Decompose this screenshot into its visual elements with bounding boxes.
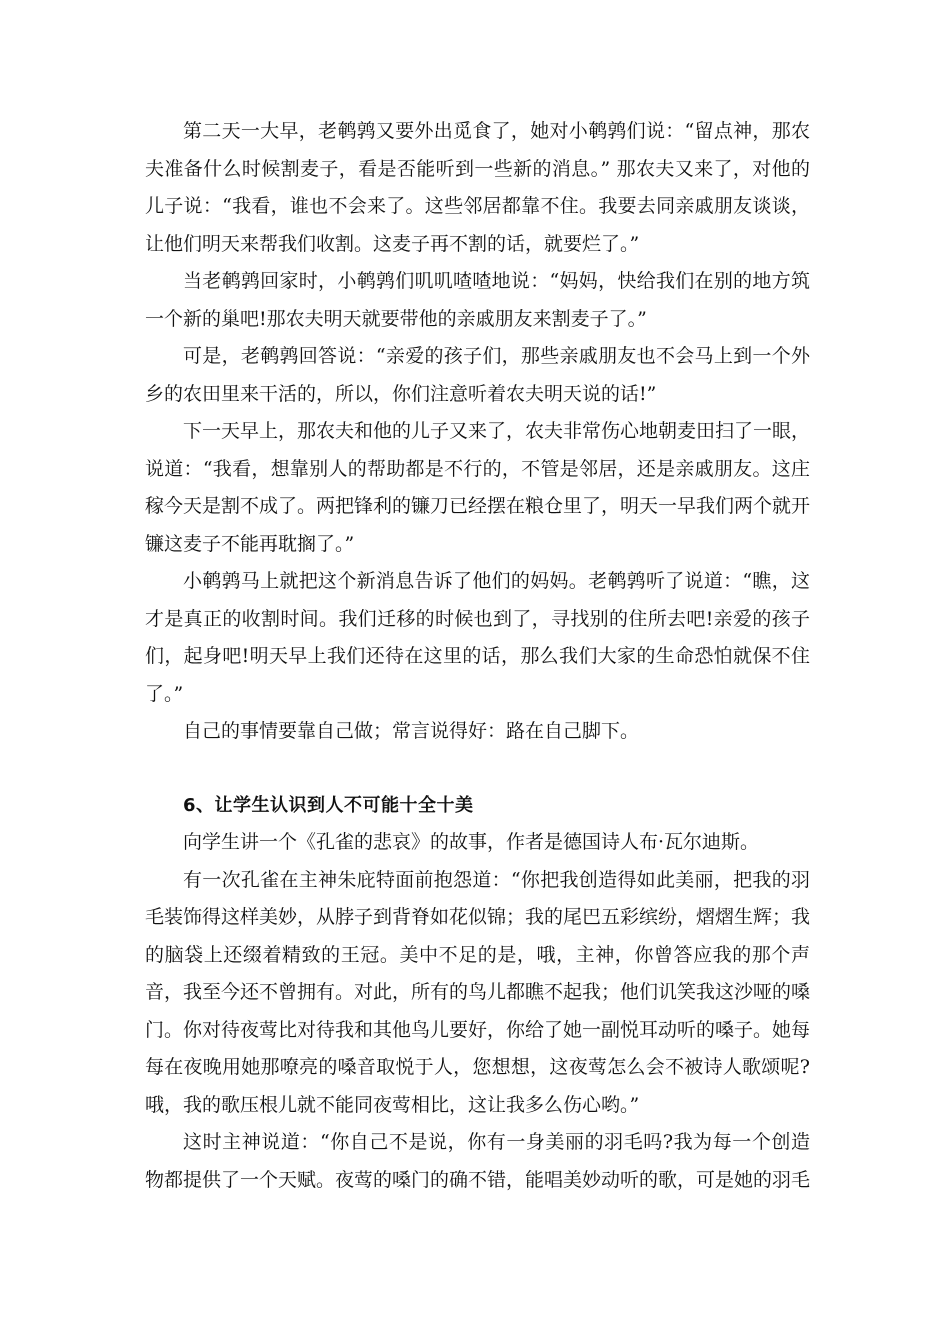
- paragraph-quail-morning: 第二天一大早，老鹌鹑又要外出觅食了，她对小鹌鹑们说：“留点神，那农夫准备什么时候割麦子，看是否能听到一些新的消息。” 那农夫又来了，对他的儿子说：“我看，谁也不会来了。这些邻居都靠不住。我要去同亲戚朋友谈谈，让他们明天来帮我们收割。这麦子再不割的话，就要烂了。”: [145, 120, 810, 255]
- paragraph-peacock-intro: 向学生讲一个《孔雀的悲哀》的故事，作者是德国诗人布·瓦尔迪斯。: [183, 831, 760, 853]
- paragraph-jupiter-reply: 这时主神说道：“你自己不是说，你有一身美丽的羽毛吗?我为每一个创造物都提供了一个天赋。夜莺的嗓门的确不错，能唱美妙动听的歌，可是她的羽毛: [145, 1131, 811, 1191]
- paragraph-moral: 自己的事情要靠自己做；常言说得好：路在自己脚下。: [183, 720, 640, 742]
- document-body: [145, 113, 810, 1199]
- paragraph-quail-migrate: 小鹌鹑马上就把这个新消息告诉了他们的妈妈。老鹌鹑听了说道：“瞧，这才是真正的收割时间。我们迁移的时候也到了，寻找别的住所去吧!亲爱的孩子们，起身吧!明天早上我们还待在这里的话，那么我们大家的生命恐怕就保不住了。”: [145, 570, 810, 705]
- paragraph-quail-answer: 可是，老鹌鹑回答说：“亲爱的孩子们，那些亲戚朋友也不会马上到一个外乡的农田里来干活的，所以，你们注意听着农夫明天说的话!”: [145, 345, 810, 405]
- paragraph-farmer-next-day: 下一天早上，那农夫和他的儿子又来了，农夫非常伤心地朝麦田扫了一眼，说道：“我看，想靠别人的帮助都是不行的，不管是邻居，还是亲戚朋友。这庄稼今天是割不成了。两把锋利的镰刀已经摆在粮仓里了，明天一早我们两个就开镰这麦子不能再耽搁了。”: [145, 420, 811, 555]
- paragraph-quail-return: 当老鹌鹑回家时，小鹌鹑们叽叽喳喳地说：“妈妈，快给我们在别的地方筑一个新的巢吧!那农夫明天就要带他的亲戚朋友来割麦子了。”: [145, 270, 810, 330]
- paragraph-peacock-complaint: 有一次孔雀在主神朱庇特面前抱怨道：“你把我创造得如此美丽，把我的羽毛装饰得这样美妙，从脖子到背脊如花似锦；我的尾巴五彩缤纷，熠熠生辉；我的脑袋上还缀着精致的王冠。美中不足的是，哦，主神，你曾答应我的那个声音，我至今还不曾拥有。对此，所有的鸟儿都瞧不起我；他们讥笑我这沙哑的嗓门。你对待夜莺比对待我和其他鸟儿要好，你给了她一副悦耳动听的嗓子。她每每在夜晚用她那嘹亮的嗓音取悦于人，您想想，这夜莺怎么会不被诗人歌颂呢?哦，我的歌压根儿就不能同夜莺相比，这让我多么伤心哟。”: [145, 868, 811, 1116]
- section-heading: 6、让学生认识到人不可能十全十美: [183, 794, 474, 816]
